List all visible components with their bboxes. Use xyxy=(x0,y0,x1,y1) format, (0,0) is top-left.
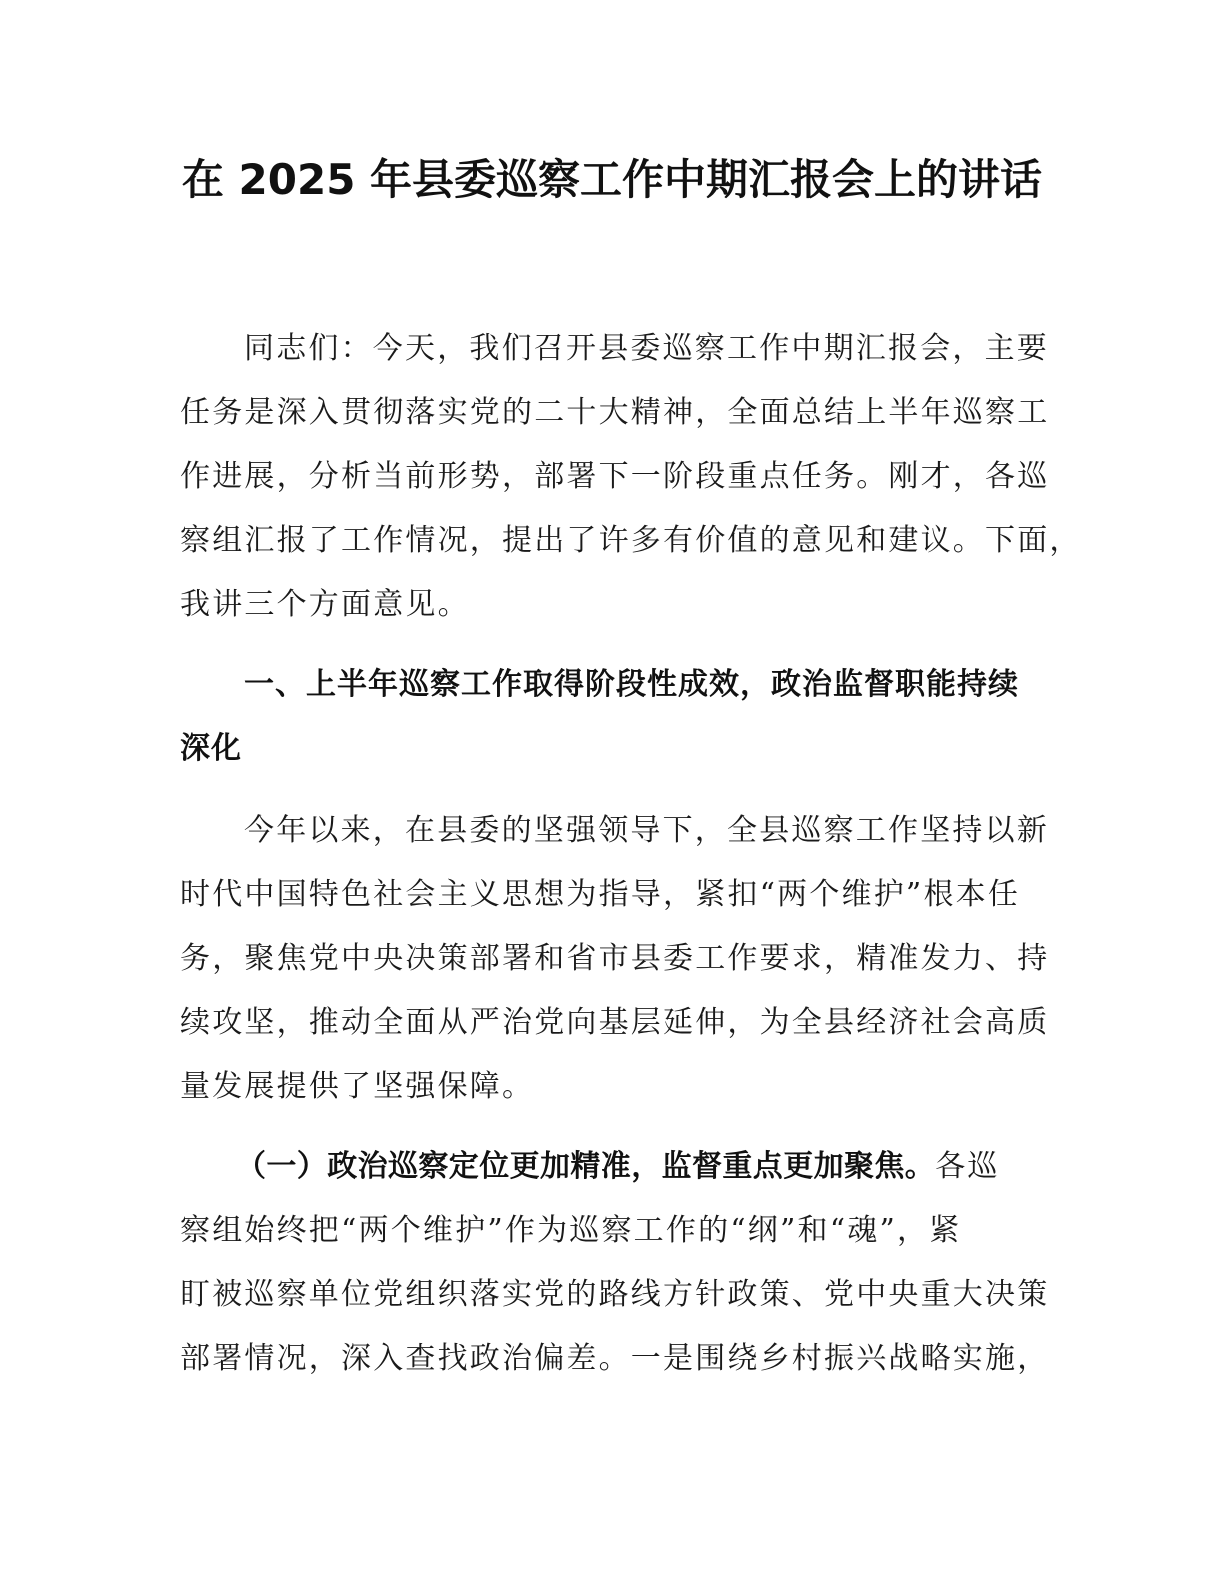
section-heading-line: 深化 xyxy=(180,731,242,766)
paragraph-line: 同志们：今天，我们召开县委巡察工作中期汇报会，主要 xyxy=(244,331,1049,366)
subsection-lead-bold: （一）政治巡察定位更加精准，监督重点更加聚焦。 xyxy=(236,1149,936,1184)
paragraph-line: 量发展提供了坚强保障。 xyxy=(180,1069,535,1104)
paragraph-line: 续攻坚，推动全面从严治党向基层延伸，为全县经济社会高质 xyxy=(180,1005,1050,1040)
paragraph-line: 部署情况，深入查找政治偏差。一是围绕乡村振兴战略实施， xyxy=(180,1341,1050,1376)
paragraph-line: 作进展，分析当前形势，部署下一阶段重点任务。刚才，各巡 xyxy=(180,459,1050,494)
paragraph-line: 察组汇报了工作情况，提出了许多有价值的意见和建议。下面， xyxy=(180,523,1082,558)
paragraph-line: 今年以来，在县委的坚强领导下，全县巡察工作坚持以新 xyxy=(244,813,1049,848)
subsection-lead-rest: 各巡 xyxy=(935,1149,1000,1184)
paragraph-line: 时代中国特色社会主义思想为指导，紧扣“两个维护”根本任 xyxy=(180,877,1021,912)
paragraph-line: 务，聚焦党中央决策部署和省市县委工作要求，精准发力、持 xyxy=(180,941,1050,976)
paragraph-line: 我讲三个方面意见。 xyxy=(180,587,470,622)
paragraph-line: 察组始终把“两个维护”作为巡察工作的“纲”和“魂”，紧 xyxy=(180,1213,962,1248)
document-title: 在 2025 年县委巡察工作中期汇报会上的讲话 xyxy=(181,155,1043,204)
paragraph-line xyxy=(236,1147,1000,1187)
section-heading-line: 一、上半年巡察工作取得阶段性成效，政治监督职能持续 xyxy=(244,667,1019,702)
paragraph-line: 任务是深入贯彻落实党的二十大精神，全面总结上半年巡察工 xyxy=(180,395,1050,430)
paragraph-line: 盯被巡察单位党组织落实党的路线方针政策、党中央重大决策 xyxy=(180,1277,1050,1312)
